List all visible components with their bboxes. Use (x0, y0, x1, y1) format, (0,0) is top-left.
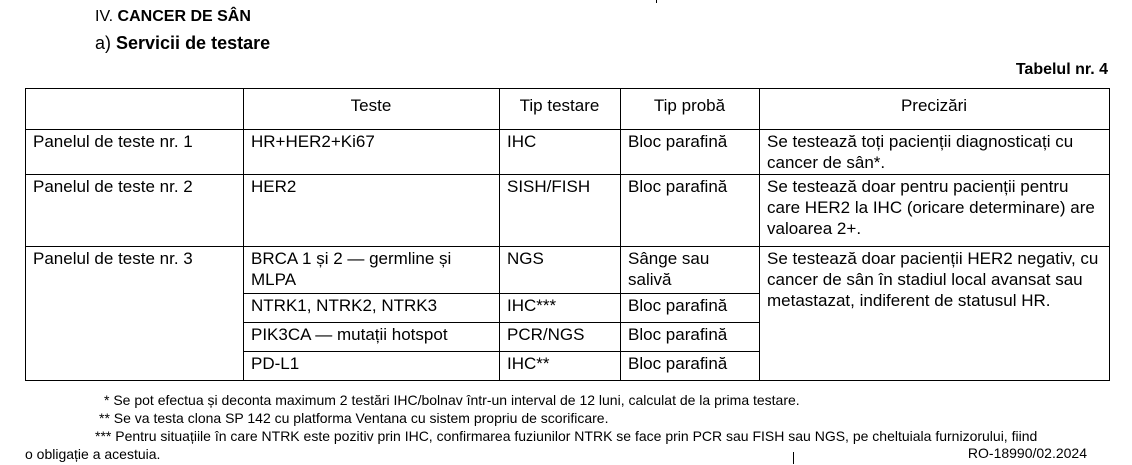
footnote-3: *** Pentru situațiile în care NTRK este pozitiv prin IHC, confirmarea fuziunilor NTRK se face prin PCR sau FISH sau NGS, pe cheltuiala furnizorului, fiind (95, 428, 1038, 444)
test-type: IHC (500, 130, 621, 175)
sample-type: Bloc parafină (621, 352, 760, 381)
footnotes (25, 391, 1115, 463)
specification: Se testează doar pentru pacienții pentru care HER2 la IHC (oricare determinare) are valoarea 2+. (760, 175, 1110, 247)
test-name: BRCA 1 și 2 — germline și MLPA (244, 247, 500, 294)
test-type: IHC** (500, 352, 621, 381)
sample-type: Sânge sau salivă (621, 247, 760, 294)
test-type: PCR/NGS (500, 323, 621, 352)
subsection-prefix: a) (95, 33, 117, 53)
sample-type: Bloc parafină (621, 175, 760, 247)
footnote-3-continuation: o obligație a acestuia. (25, 446, 161, 462)
table-row (26, 175, 1110, 247)
test-type: SISH/FISH (500, 175, 621, 247)
test-type: IHC*** (500, 294, 621, 323)
test-name: PIK3CA — mutații hotspot (244, 323, 500, 352)
page-edge-mark-bottom (793, 452, 794, 464)
specification: Se testează doar pacienții HER2 negativ, cu cancer de sân în stadiul local avansat sau metastazat, indiferent de statusul HR. (760, 247, 1110, 381)
test-name: HR+HER2+Ki67 (244, 130, 500, 175)
table-row (26, 130, 1110, 175)
panel-name: Panelul de teste nr. 2 (26, 175, 244, 247)
sample-type: Bloc parafină (621, 130, 760, 175)
section-title (95, 7, 251, 27)
footnote-2: ** Se va testa clona SP 142 cu platforma Ventana cu sistem propriu de scorificare. (99, 410, 609, 426)
table-number: Tabelul nr. 4 (1015, 61, 1108, 78)
header-teste: Teste (244, 89, 500, 130)
specification: Se testează toți pacienții diagnosticați cu cancer de sân*. (760, 130, 1110, 175)
table-header-row (26, 89, 1110, 130)
test-name: PD-L1 (244, 352, 500, 381)
document-reference-code: RO-18990/02.2024 (967, 445, 1087, 461)
page-edge-mark-top (656, 0, 657, 3)
subsection-title-text: Servicii de testare (116, 33, 271, 53)
subsection-title (95, 32, 270, 54)
sample-type: Bloc parafină (621, 323, 760, 352)
test-type: NGS (500, 247, 621, 294)
footnote-1: * Se pot efectua și deconta maximum 2 testări IHC/bolnav într-un interval de 12 luni, calculat de la prima testare. (104, 392, 800, 408)
test-name: NTRK1, NTRK2, NTRK3 (244, 294, 500, 323)
sample-type: Bloc parafină (621, 294, 760, 323)
header-tip-proba: Tip probă (621, 89, 760, 130)
table-row (26, 247, 1110, 294)
header-panel (26, 89, 244, 130)
section-prefix: IV. (95, 8, 118, 25)
test-name: HER2 (244, 175, 500, 247)
panel-name: Panelul de teste nr. 1 (26, 130, 244, 175)
section-title-text: CANCER DE SÂN (117, 8, 251, 25)
header-precizari: Precizări (760, 89, 1110, 130)
header-tip-testare: Tip testare (500, 89, 621, 130)
testing-services-table (25, 88, 1110, 381)
panel-name: Panelul de teste nr. 3 (26, 247, 244, 381)
